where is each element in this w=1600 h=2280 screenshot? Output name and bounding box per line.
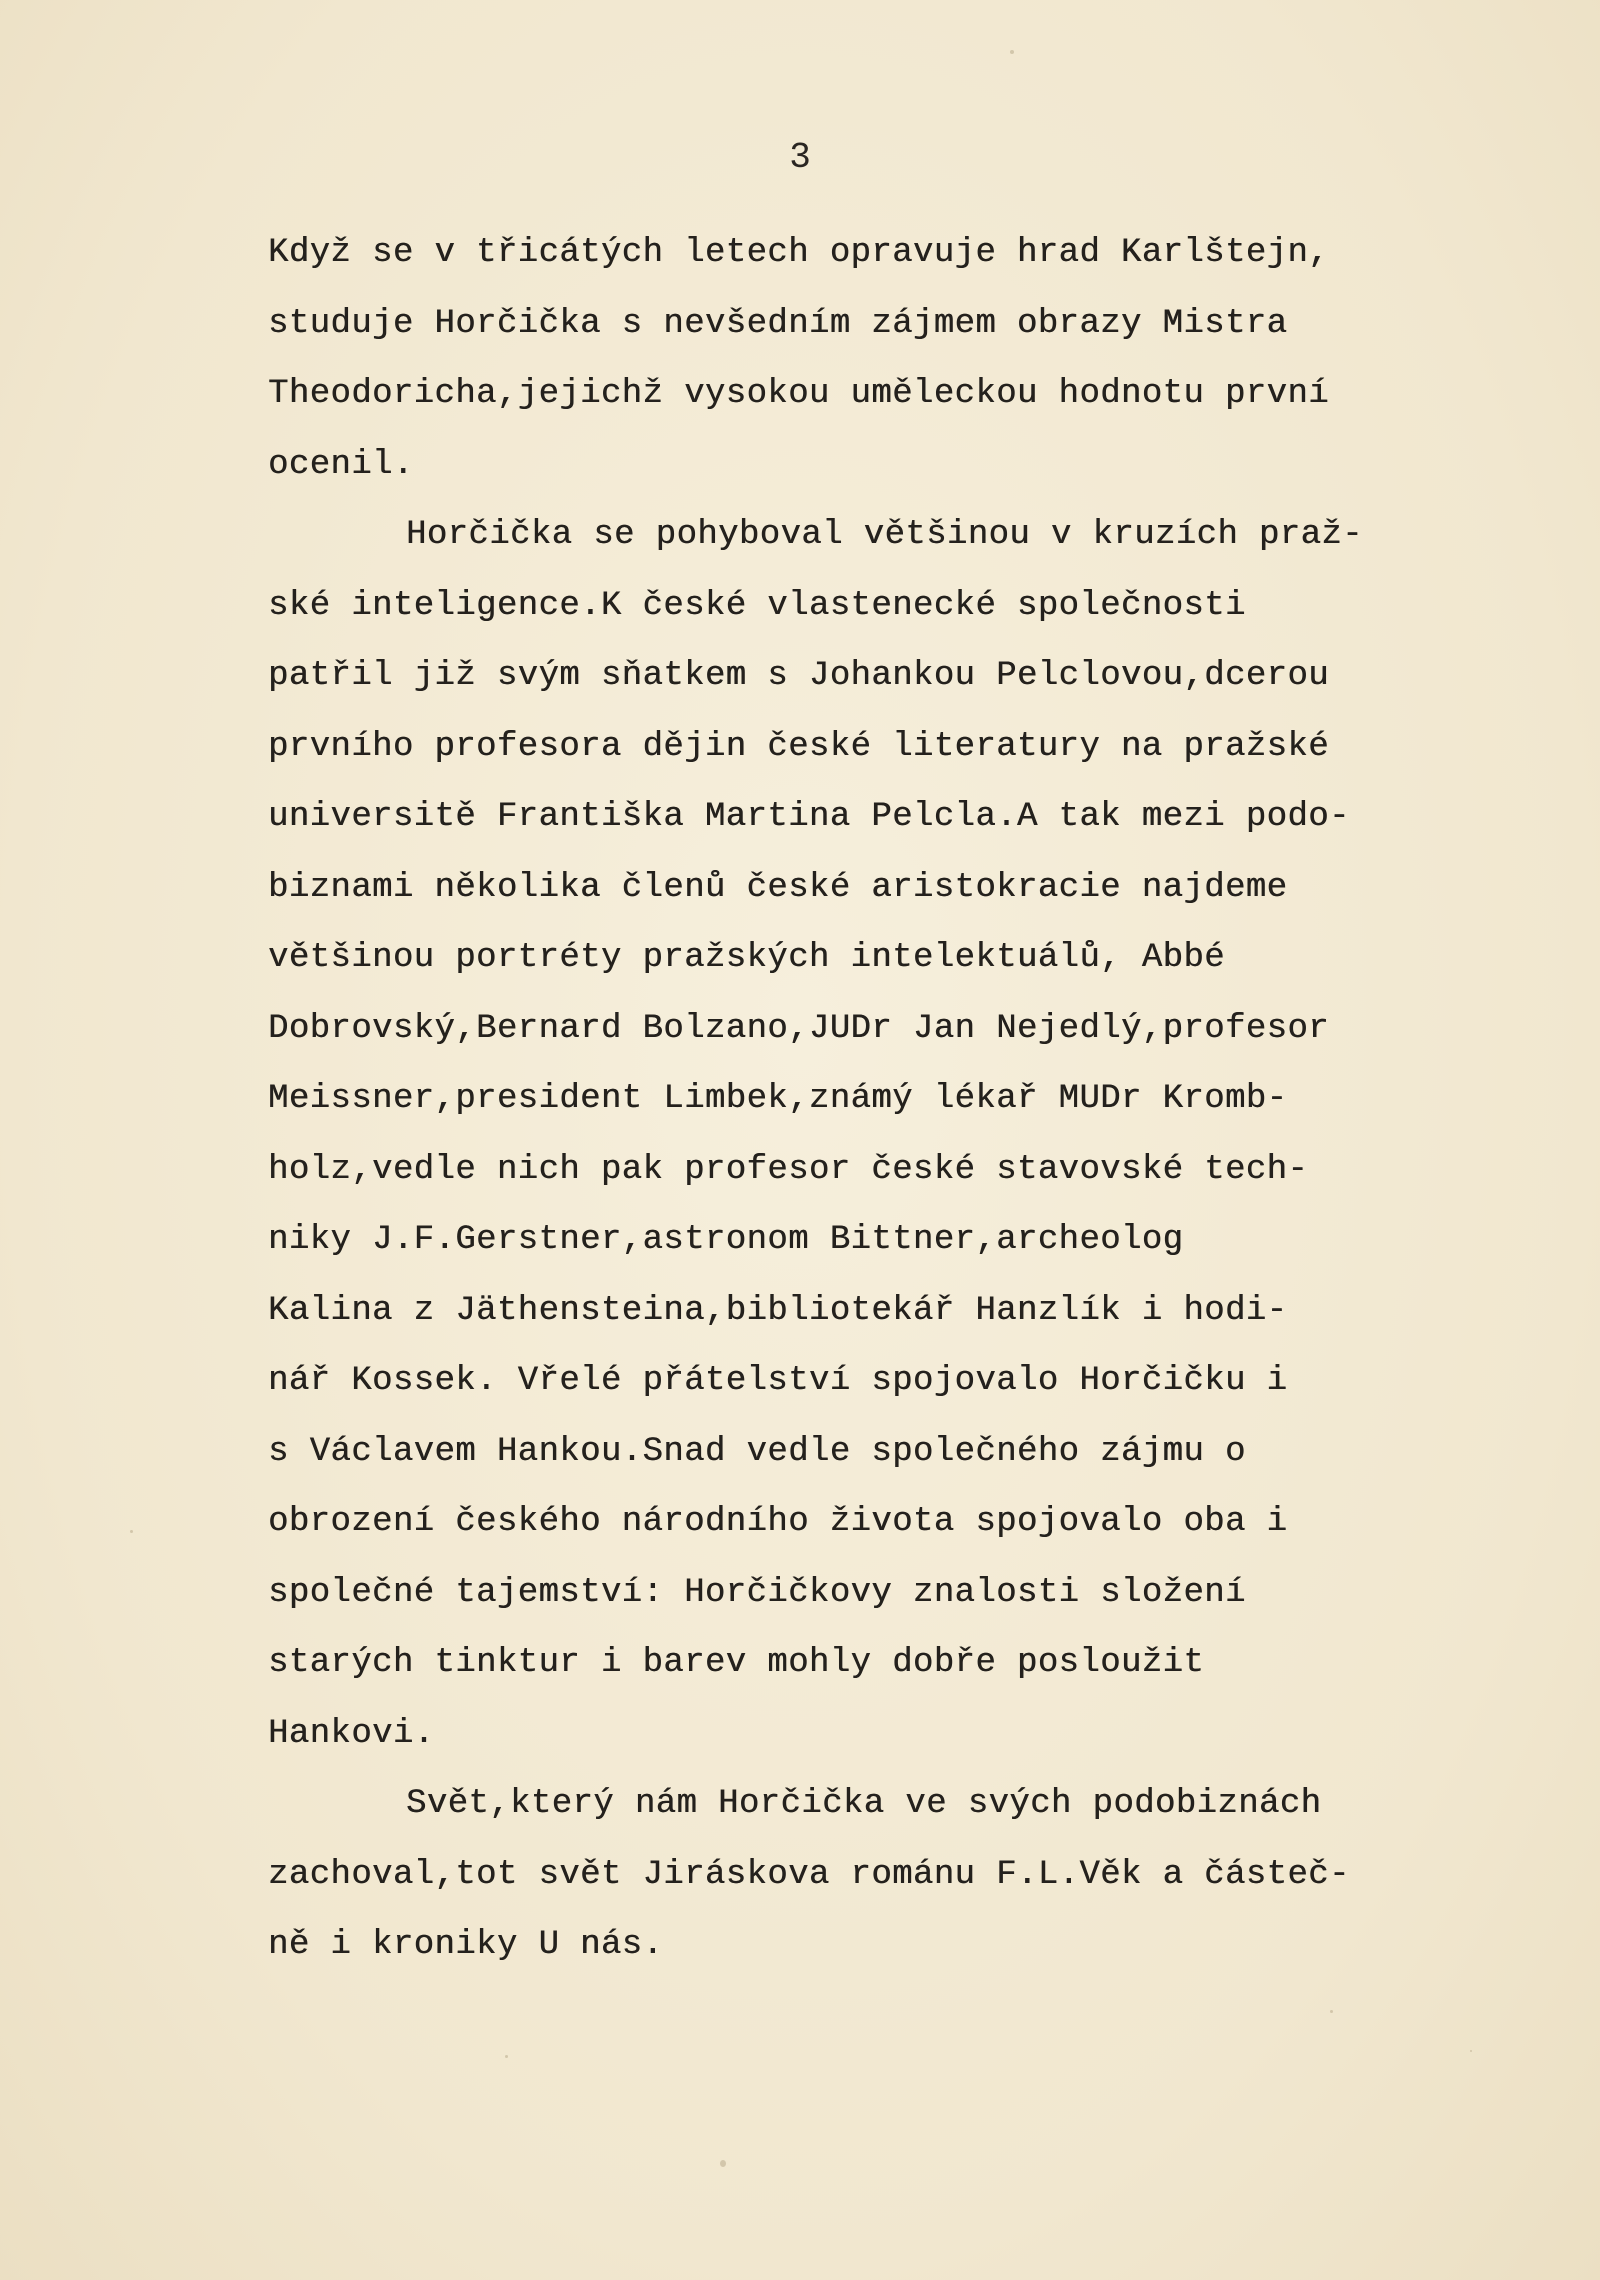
text-line: universitě Františka Martina Pelcla.A tak mezi podo- [268,798,1350,836]
paper-speck [1010,50,1014,54]
text-line: většinou portréty pražských intelektuálů, Abbé [268,939,1225,977]
text-line: Kalina z Jäthensteina,bibliotekář Hanzlík i hodi- [268,1291,1288,1330]
text-line: prvního profesora dějin české literatury na pražské [268,727,1329,766]
paper-speck [720,2160,726,2167]
paragraph-start-line: Svět,který nám Horčička ve svých podobiznách [406,1785,1322,1823]
text-line: společné tajemství: Horčičkovy znalosti složení [268,1573,1246,1612]
text-line: Když se v třicátých letech opravuje hrad Karlštejn, [268,234,1329,272]
text-line: ocenil. [268,445,414,484]
text-line: Meissner,president Limbek,známý lékař MUDr Kromb- [268,1080,1288,1118]
paper-speck [1470,2050,1472,2052]
text-line: s Václavem Hankou.Snad vedle společného zájmu o [268,1432,1246,1471]
text-line: niky J.F.Gerstner,astronom Bittner,archeolog [268,1221,1184,1259]
text-line: Dobrovský,Bernard Bolzano,JUDr Jan Nejedlý,profesor [268,1009,1329,1048]
page-number: 3 [789,137,811,178]
text-line: holz,vedle nich pak profesor české stavovské tech- [268,1150,1309,1189]
text-line: starých tinktur i barev mohly dobře posloužit [268,1644,1205,1682]
text-line: studuje Horčička s nevšedním zájmem obrazy Mistra [268,304,1288,343]
text-line: ně i kroniky U nás. [268,1926,664,1964]
paragraph-start-line: Horčička se pohyboval většinou v kruzích praž- [406,516,1363,554]
text-line: patřil již svým sňatkem s Johankou Pelclovou,dcerou [268,657,1329,695]
text-line: Hankovi. [268,1714,435,1753]
text-line: Theodoricha,jejichž vysokou uměleckou hodnotu první [268,375,1329,413]
text-line: biznami několika členů české aristokracie najdeme [268,868,1288,907]
text-line: obrození českého národního života spojovalo oba i [268,1503,1288,1541]
text-line: ské inteligence.K české vlastenecké společnosti [268,586,1246,625]
text-line: nář Kossek. Vřelé přátelství spojovalo Horčičku i [268,1362,1288,1400]
text-line: zachoval,tot svět Jiráskova románu F.L.Věk a částeč- [268,1855,1350,1894]
paper-speck [1330,2010,1333,2013]
paper-speck [130,1530,133,1533]
typewritten-text [268,218,1488,1981]
paper-speck [505,2055,508,2058]
